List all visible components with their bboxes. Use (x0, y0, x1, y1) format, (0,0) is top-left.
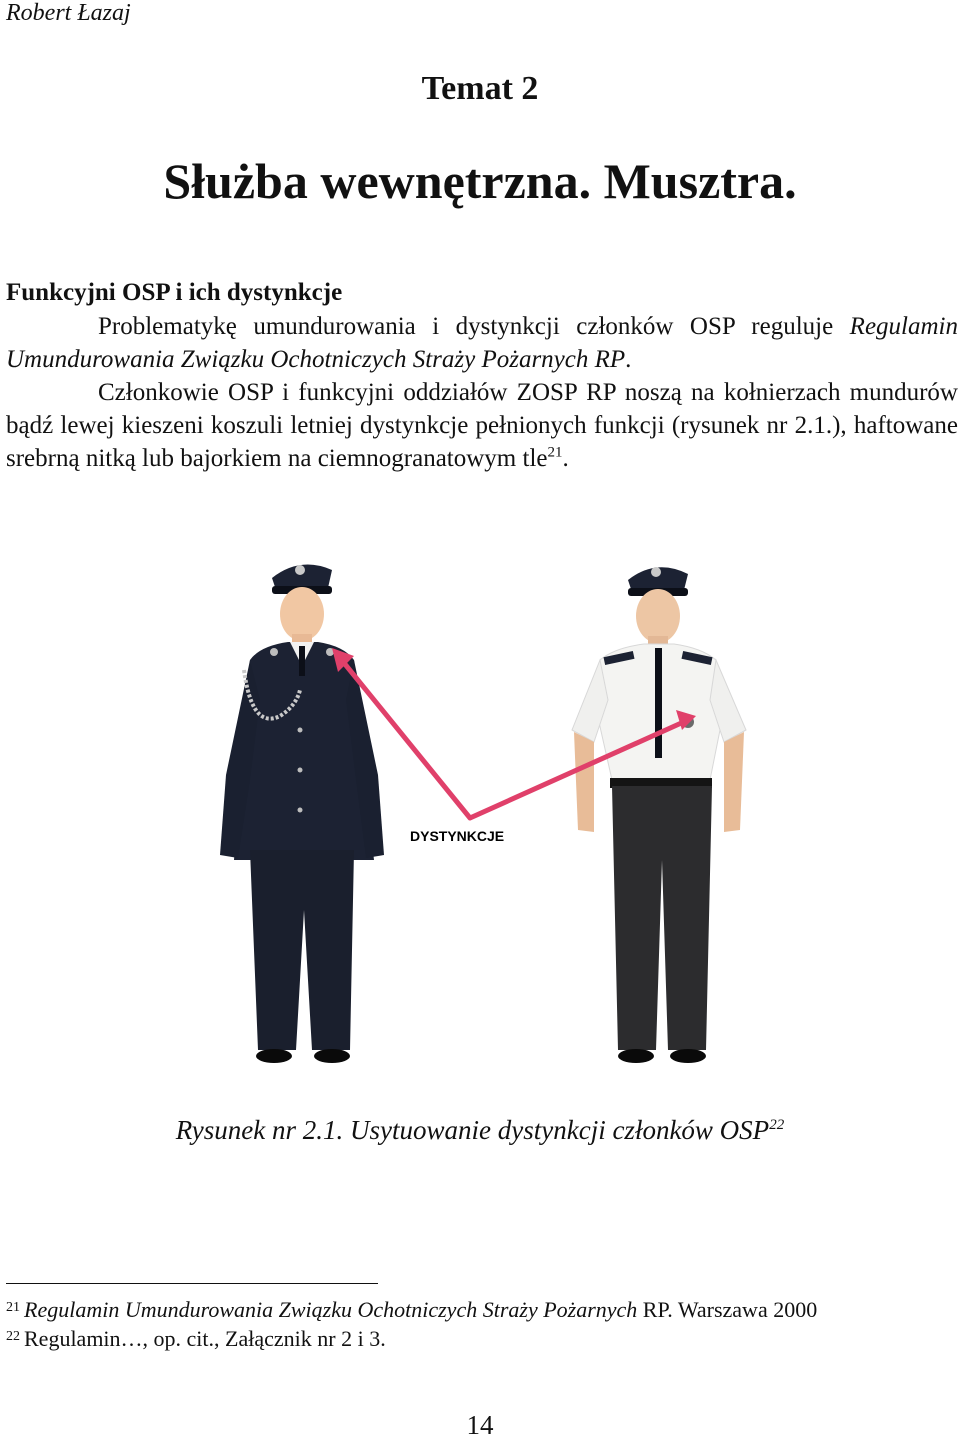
left-face (280, 587, 324, 641)
paragraph-1 (6, 310, 958, 376)
footnote-21-italic: Regulamin Umundurowania Związku Ochotniczych Straży Pożarnych (24, 1297, 638, 1322)
paragraph-1-text: Problematykę umundurowania i dystynkcji członków OSP reguluje (98, 313, 850, 340)
page-title: Służba wewnętrzna. Musztra. (163, 153, 797, 209)
section-heading: Funkcyjni OSP i ich dystynkcje (6, 279, 343, 306)
right-tie (655, 648, 662, 758)
left-tie (299, 646, 305, 676)
footnote-21-text: RP. Warszawa 2000 (637, 1297, 818, 1322)
footnote-21-number: 21 (6, 1300, 20, 1315)
distinction-label: DYSTYNKCJE (410, 828, 505, 844)
footnote-22-number: 22 (6, 1329, 20, 1344)
right-shoe-r (670, 1049, 706, 1063)
right-arm-r (724, 732, 744, 832)
right-face (636, 589, 680, 643)
right-arm-l (574, 732, 594, 832)
paragraph-2 (6, 376, 958, 475)
left-cap-badge (295, 565, 305, 575)
footnote-ref-21: 21 (547, 444, 563, 461)
left-button-1 (298, 728, 303, 733)
figure-dress-uniform (220, 565, 384, 1063)
footnote-22 (6, 1325, 956, 1353)
footnote-divider (6, 1283, 378, 1284)
topic-heading: Temat 2 (421, 70, 539, 107)
left-collar-insignia-l (270, 648, 278, 656)
regulation-title: Regulamin Umundurowania Związku Ochotniczych Straży Pożarnych RP (6, 313, 958, 373)
left-button-3 (298, 808, 303, 813)
left-trousers (250, 850, 354, 1050)
figure-caption-text: Rysunek nr 2.1. Usytuowanie dystynkcji członków OSP (175, 1115, 770, 1145)
left-shoe-r (314, 1049, 350, 1063)
figure-caption (0, 1115, 960, 1146)
paragraph-1-end: . (625, 346, 632, 373)
page-number: 14 (466, 1410, 494, 1440)
footnote-ref-22: 22 (769, 1117, 785, 1133)
footnote-22-text: Regulamin…, op. cit., Załącznik nr 2 i 3. (24, 1326, 386, 1351)
left-shoe-l (256, 1049, 292, 1063)
right-shoe-l (618, 1049, 654, 1063)
figure-summer-shirt (572, 567, 746, 1063)
paragraph-2-text: Członkowie OSP i funkcyjni oddziałów ZOSP RP noszą na kołnierzach mundurów bądź lewej kieszeni koszuli letniej dystynkcje pełnionych funkcji (rysunek nr 2.1.), haftowane srebrną nitką lub bajorkiem na ciemnogranatowym tle (6, 379, 958, 472)
left-button-2 (298, 768, 303, 773)
paragraph-2-end: . (562, 445, 569, 472)
uniform-figure (200, 530, 760, 1090)
header-author: Robert Łazaj (6, 0, 131, 26)
footnote-21 (6, 1296, 956, 1324)
right-cap-badge (651, 567, 661, 577)
right-trousers (612, 786, 712, 1050)
